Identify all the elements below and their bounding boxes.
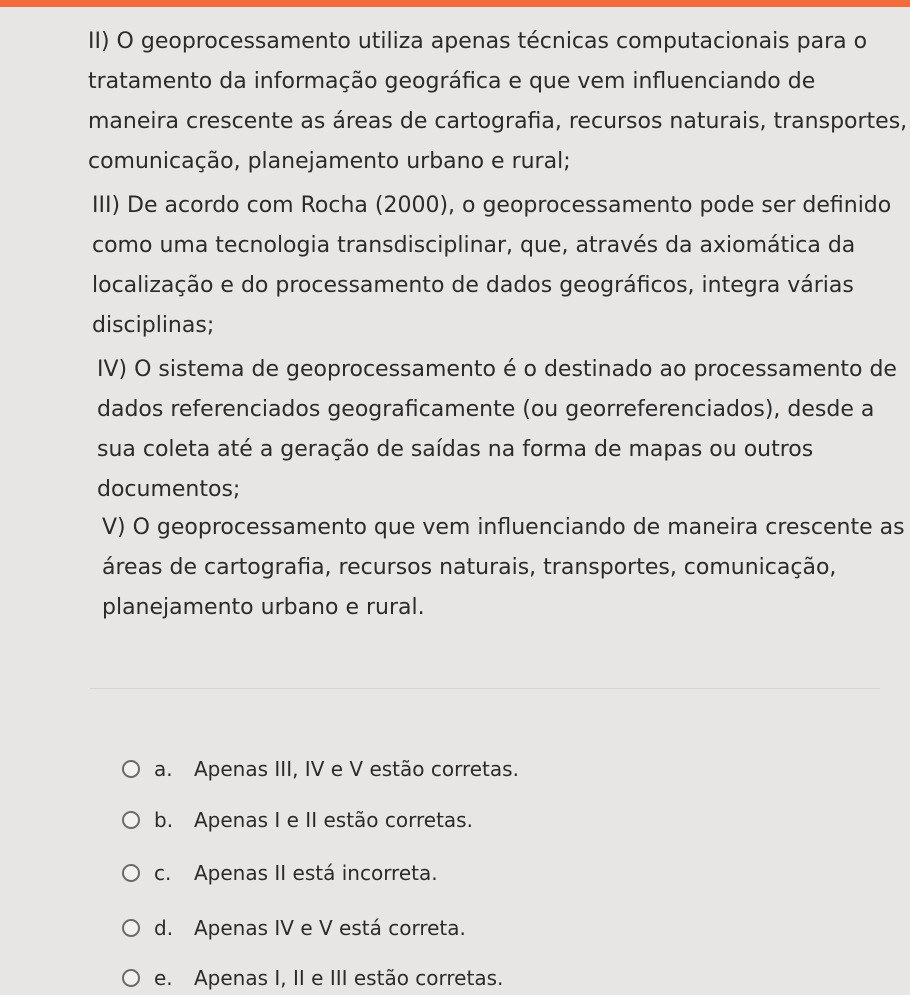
statement-line: tratamento da informação geográfica e que vem influenciando de — [88, 69, 816, 94]
option-text: Apenas I, II e III estão corretas. — [194, 966, 504, 990]
option-letter: e. — [154, 966, 173, 990]
statement-line: planejamento urbano e rural. — [102, 595, 425, 620]
statement-line: V) O geoprocessamento que vem influenciando de maneira crescente as — [102, 515, 905, 540]
option-text: Apenas II está incorreta. — [194, 861, 438, 885]
statement-line: II) O geoprocessamento utiliza apenas técnicas computacionais para o — [88, 29, 868, 54]
statement-line: sua coleta até a geração de saídas na forma de mapas ou outros — [97, 437, 814, 462]
option-text: Apenas IV e V está correta. — [194, 916, 466, 940]
statement-line: disciplinas; — [92, 313, 215, 338]
top-accent-bar — [0, 0, 910, 7]
statement-line: maneira crescente as áreas de cartografia, recursos naturais, transportes, — [88, 109, 908, 134]
option-letter: b. — [154, 808, 174, 832]
option-letter: d. — [154, 916, 174, 940]
option-text: Apenas I e II estão corretas. — [194, 808, 473, 832]
statement-iii — [92, 186, 892, 346]
statement-line: como uma tecnologia transdisciplinar, que, através da axiomática da — [92, 233, 856, 258]
statement-iv — [97, 350, 897, 510]
statement-ii — [88, 22, 908, 182]
statement-line: documentos; — [97, 477, 241, 502]
radio-button-icon[interactable] — [122, 864, 140, 882]
options-divider — [90, 688, 880, 689]
statement-line: IV) O sistema de geoprocessamento é o destinado ao processamento de — [97, 357, 897, 382]
radio-button-icon[interactable] — [122, 969, 140, 987]
option-letter: a. — [154, 757, 173, 781]
option-e[interactable] — [122, 961, 503, 995]
radio-button-icon[interactable] — [122, 919, 140, 937]
statement-line: áreas de cartografia, recursos naturais, transportes, comunicação, — [102, 555, 837, 580]
option-a[interactable] — [122, 752, 519, 786]
statement-v — [102, 508, 905, 628]
radio-button-icon[interactable] — [122, 760, 140, 778]
option-b[interactable] — [122, 803, 473, 837]
option-text: Apenas III, IV e V estão corretas. — [194, 757, 519, 781]
option-letter: c. — [154, 861, 172, 885]
option-d[interactable] — [122, 911, 466, 945]
radio-button-icon[interactable] — [122, 811, 140, 829]
statement-line: dados referenciados geograficamente (ou georreferenciados), desde a — [97, 397, 875, 422]
statement-line: localização e do processamento de dados geográficos, integra várias — [92, 273, 854, 298]
option-c[interactable] — [122, 856, 438, 890]
statement-line: comunicação, planejamento urbano e rural; — [88, 149, 571, 174]
statement-line: III) De acordo com Rocha (2000), o geoprocessamento pode ser definido — [92, 193, 892, 218]
